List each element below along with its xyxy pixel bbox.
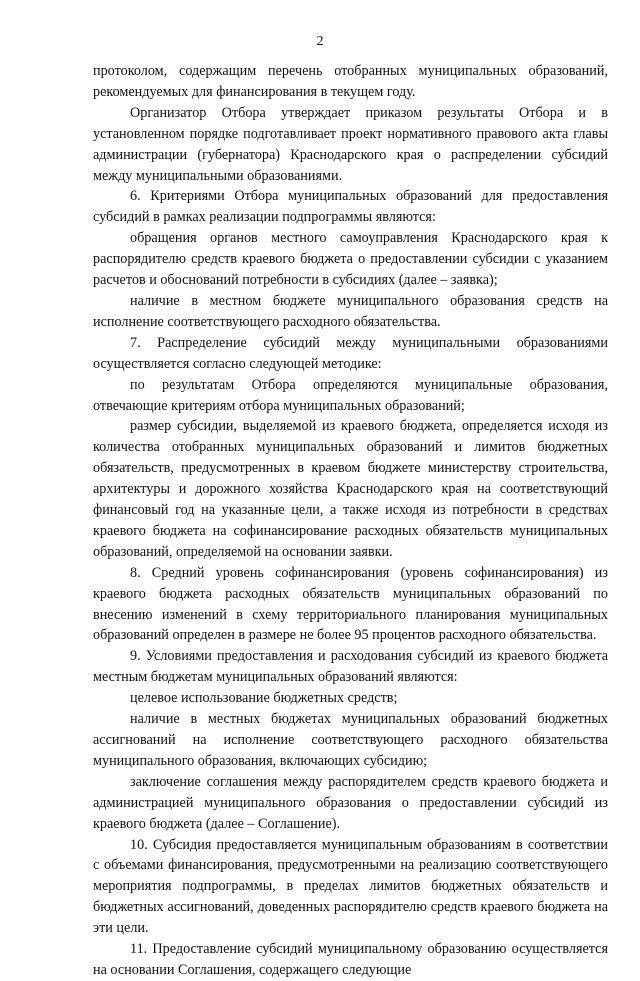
- paragraph: Организатор Отбора утверждает приказом результаты Отбора и в установленном порядке подготавливает проект нормативного правового акта главы администрации (губернатора) Краснодарского края о распределении субсидий между муниципальными образованиями.: [93, 104, 608, 184]
- paragraph: наличие в местном бюджете муниципального образования средств на исполнение соответствующего расходного обязательства.: [93, 292, 608, 330]
- paragraph: 8. Средний уровень софинансирования (уровень софинансирования) из краевого бюджета расходных обязательств муниципальных образований по внесению изменений в схему территориального планирования муниципальных образований определен в размере не более 95 процентов расходного обязательства.: [93, 564, 608, 644]
- paragraph: целевое использование бюджетных средств;: [130, 690, 398, 707]
- paragraph: по результатам Отбора определяются муниципальные образования, отвечающие критериям отбора муниципальных образований;: [93, 376, 608, 414]
- paragraph: наличие в местных бюджетах муниципальных образований бюджетных ассигнований на исполнение соответствующего расходного обязательства муниципального образования, включающих субсидию;: [93, 711, 608, 769]
- paragraph: 9. Условиями предоставления и расходования субсидий из краевого бюджета местным бюджетам муниципальных образований являются:: [93, 648, 608, 686]
- paragraph: 7. Распределение субсидий между муниципальными образованиями осуществляется согласно следующей методике:: [93, 334, 608, 372]
- paragraph: заключение соглашения между распорядителем средств краевого бюджета и администрацией муниципального образования о предоставлении субсидий из краевого бюджета (далее – Соглашение).: [93, 773, 608, 832]
- paragraph: 10. Субсидия предоставляется муниципальным образованиям в соответствии с объемами финансирования, предусмотренными на реализацию соответствующего мероприятия подпрограммы, в пределах лимитов бюджетных обязательств и бюджетных ассигнований, доведенных распорядителю средств краевого бюджета на эти цели.: [93, 836, 608, 937]
- document-body: [93, 61, 608, 981]
- paragraph: 6. Критериями Отбора муниципальных образований для предоставления субсидий в рамках реализации подпрограммы являются:: [93, 188, 608, 226]
- paragraph: размер субсидии, выделяемой из краевого бюджета, определяется исходя из количества отобранных муниципальных образований и лимитов бюджетных обязательств, предусмотренных в краевом бюджете министерству строительства, архитектуры и дорожного хозяйства Краснодарского края на соответствующий финансовый год на указанные цели, а также исходя из потребности в средствах краевого бюджета на софинансирование расходных обязательств муниципальных образований, определяемой на основании заявки.: [93, 418, 608, 560]
- paragraph: 11. Предоставление субсидий муниципальному образованию осуществляется на основании Соглашения, содержащего следующие: [93, 941, 608, 978]
- page-number: 2: [316, 34, 324, 49]
- paragraph: протоколом, содержащим перечень отобранных муниципальных образований, рекомендуемых для финансирования в текущем году.: [93, 63, 608, 100]
- paragraph: обращения органов местного самоуправления Краснодарского края к распорядителю средств краевого бюджета о предоставлении субсидии с указанием расчетов и обоснований потребности в субсидиях (далее – заявка);: [93, 230, 608, 289]
